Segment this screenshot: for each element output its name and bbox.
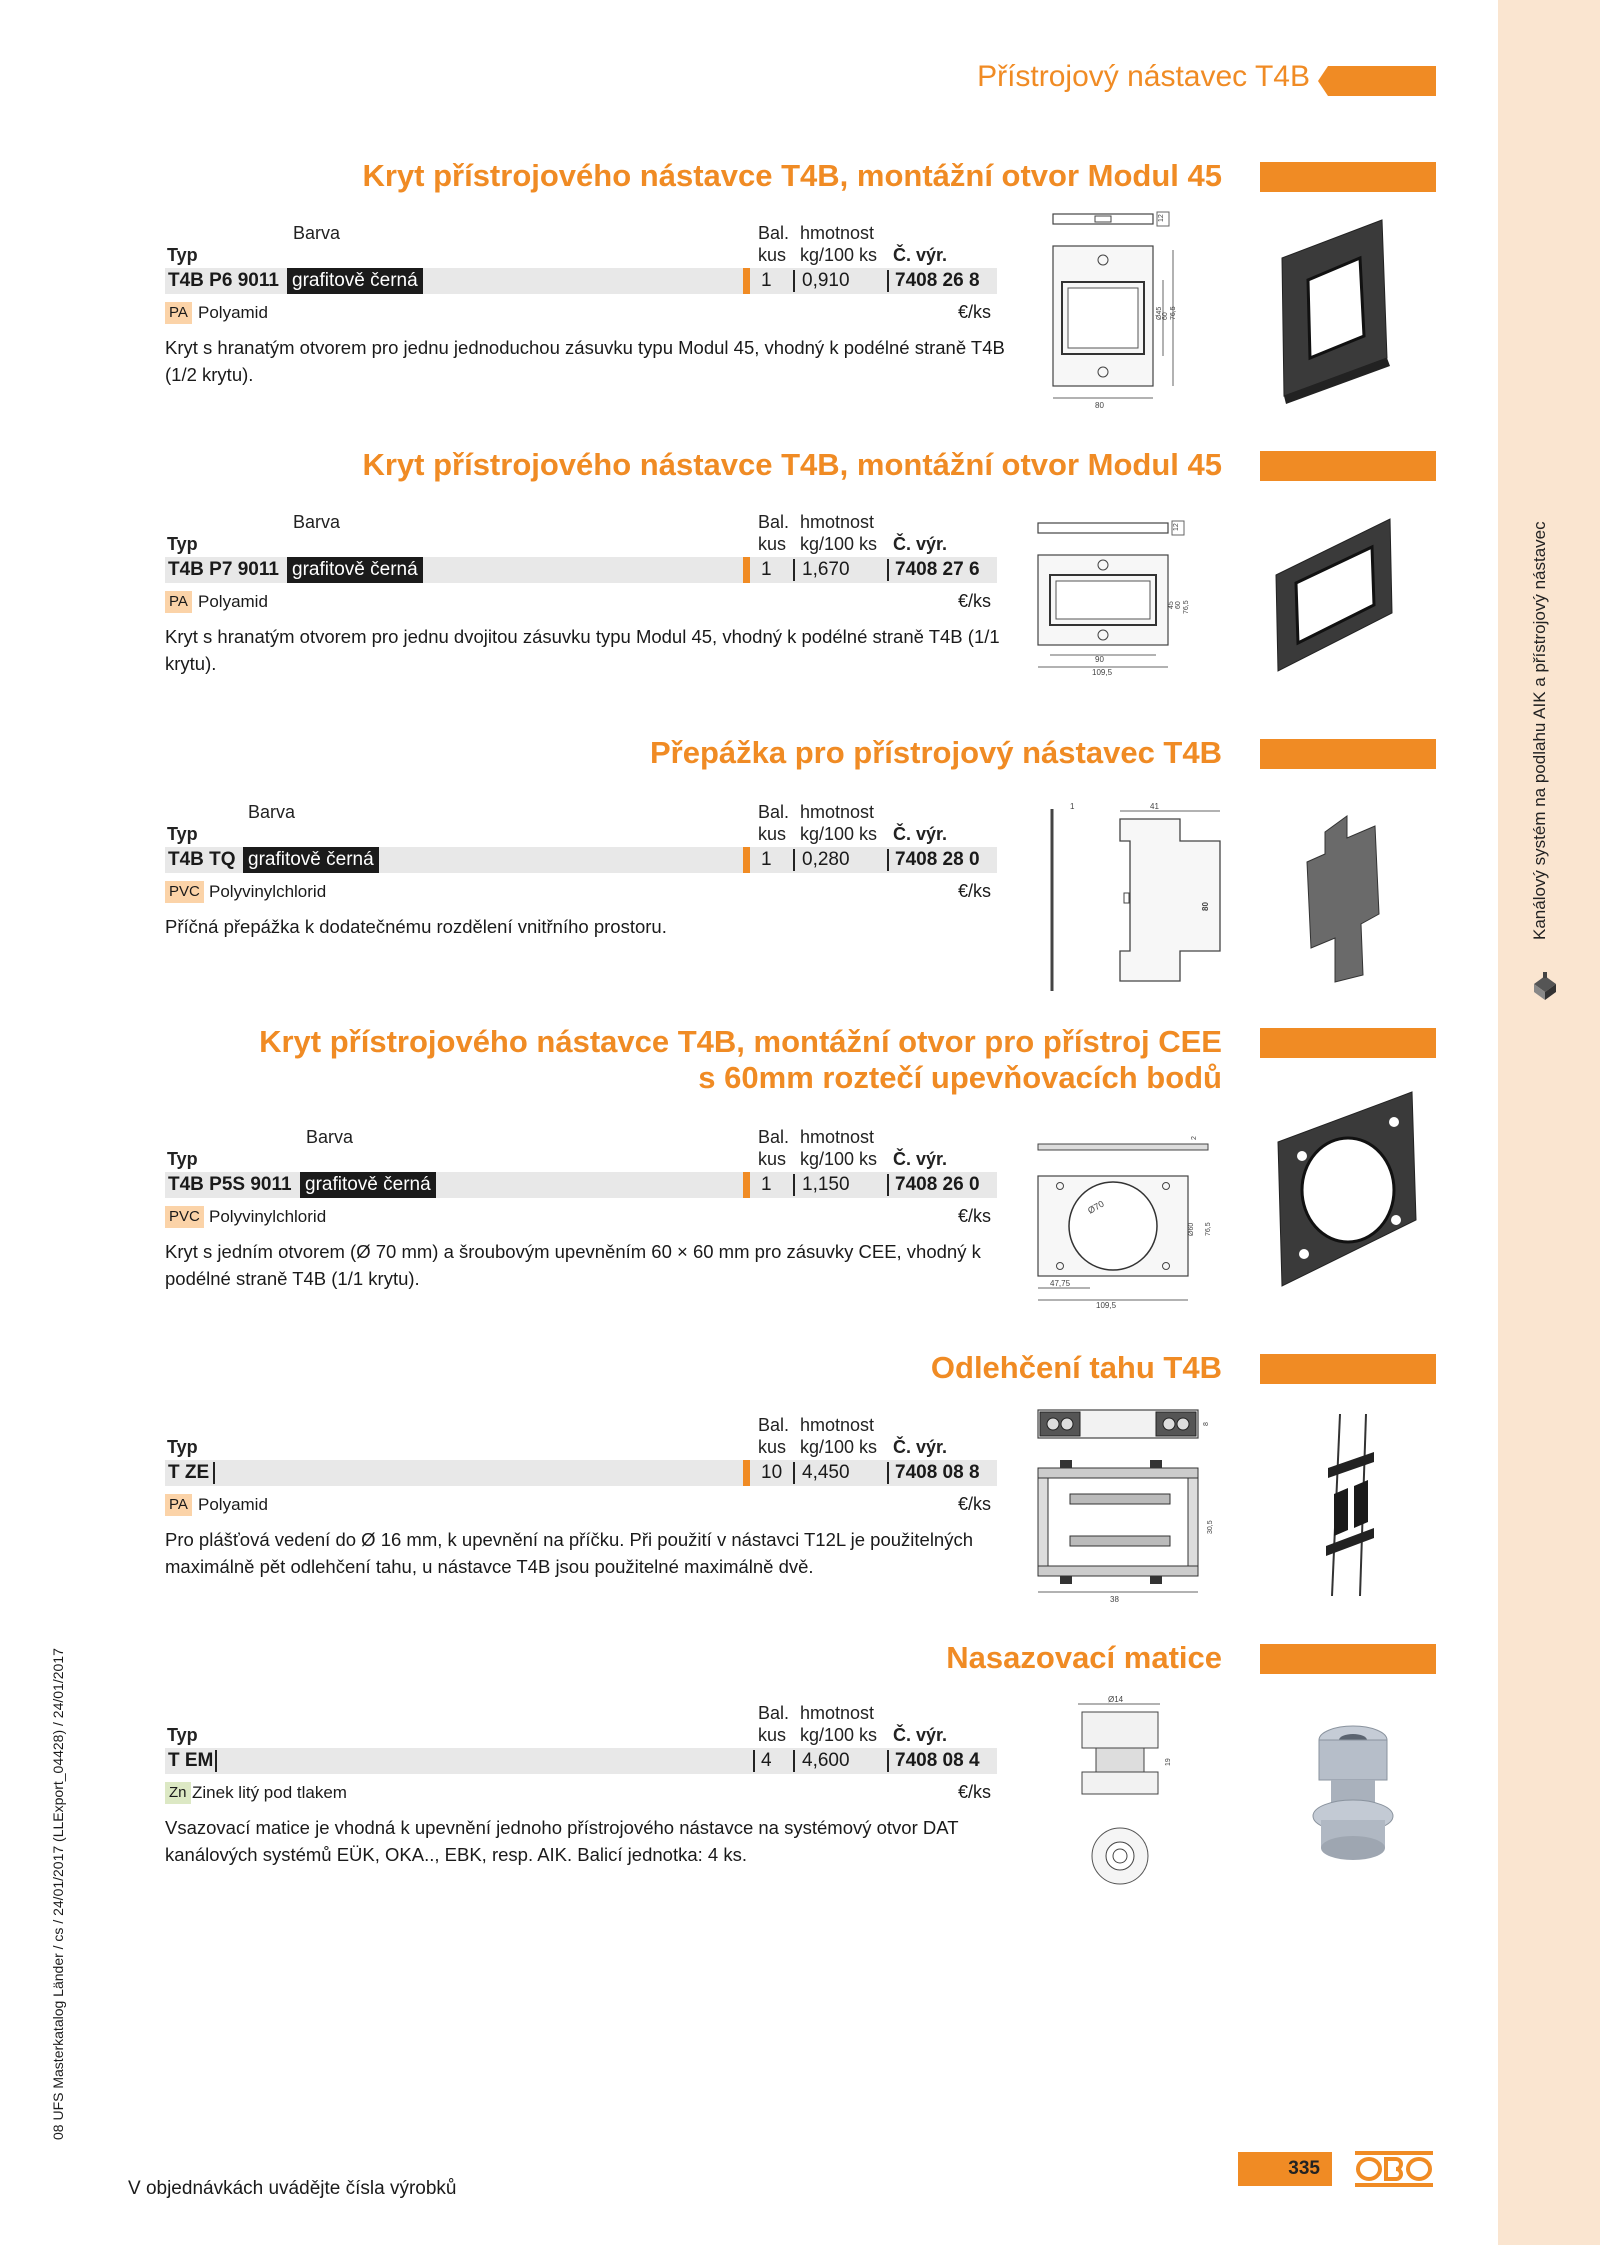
section-title-bar	[1260, 739, 1436, 769]
column-header-cvyr: Č. výr.	[893, 1149, 948, 1169]
column-header-cvyr: Č. výr.	[893, 1725, 948, 1745]
technical-drawing	[1030, 519, 1190, 679]
section-title-line-2: s 60mm roztečí upevňovacích bodů	[698, 1060, 1222, 1095]
column-header-typ: Typ	[167, 1725, 198, 1745]
product-type: T4B P7 9011	[168, 559, 279, 580]
product-photo	[1268, 517, 1398, 677]
page-header-title: Přístrojový nástavec T4B	[977, 60, 1310, 93]
material-badge: PA	[165, 591, 192, 613]
column-header-typ: Typ	[167, 534, 198, 554]
product-type: T4B P5S 9011	[168, 1174, 292, 1195]
column-header-barva: Barva	[293, 223, 341, 243]
row-marker	[743, 1460, 750, 1486]
price-unit: €/ks	[958, 1782, 992, 1802]
price-unit: €/ks	[958, 881, 992, 901]
separator	[213, 1462, 215, 1484]
product-section-4	[0, 1024, 1498, 1314]
product-color: grafitově černá	[287, 268, 423, 294]
column-header-cvyr: Č. výr.	[893, 824, 948, 844]
product-row	[165, 1172, 997, 1198]
svg-text:30,5: 30,5	[1207, 1520, 1214, 1534]
weight: 1,150	[802, 1174, 850, 1195]
svg-text:19: 19	[1165, 1758, 1172, 1766]
column-header-bal: Bal.	[758, 1703, 790, 1723]
product-type: T EM	[168, 1750, 214, 1771]
separator	[793, 559, 795, 581]
row-marker	[743, 268, 750, 294]
separator	[215, 1750, 217, 1772]
obo-logo	[1354, 2150, 1434, 2188]
section-title-line-1: Kryt přístrojového nástavce T4B, montážní otvor pro přístroj CEE	[259, 1024, 1222, 1059]
product-color: grafitově černá	[300, 1172, 436, 1198]
separator	[887, 849, 889, 871]
product-type: T4B TQ	[168, 849, 236, 870]
pack-qty: 1	[761, 1174, 772, 1195]
row-marker	[743, 557, 750, 583]
svg-text:45: 45	[1168, 601, 1175, 609]
svg-text:2: 2	[1191, 1136, 1198, 1140]
product-color: grafitově černá	[287, 557, 423, 583]
product-photo	[1303, 1720, 1403, 1870]
material-badge: PA	[165, 302, 192, 324]
material-badge: Zn	[165, 1782, 191, 1804]
svg-text:109,5: 109,5	[1096, 1301, 1117, 1310]
svg-text:109,5: 109,5	[1092, 668, 1113, 677]
column-header-hmotnost: hmotnost	[800, 1127, 875, 1147]
svg-text:60: 60	[1162, 312, 1169, 320]
product-description: Pro plášťová vedení do Ø 16 mm, k upevnění na příčku. Při použití v nástavci T12L je použitelných maximálně pět odlehčení tahu, u nástavce T4B jsou použitelné maximálně dvě.	[165, 1529, 974, 1577]
product-photo	[1272, 1090, 1417, 1290]
article-number: 7408 26 0	[895, 1174, 980, 1195]
svg-text:80: 80	[1095, 401, 1104, 410]
material-name: Polyamid	[198, 1495, 268, 1514]
product-photo	[1272, 218, 1397, 398]
section-title	[259, 1024, 1222, 1096]
article-number: 7408 28 0	[895, 849, 980, 870]
svg-text:41: 41	[1150, 802, 1159, 811]
product-section-5	[0, 1350, 1498, 1630]
product-type: T ZE	[168, 1462, 210, 1483]
column-header-kus: kus	[758, 1437, 787, 1457]
column-header-hmotnost: hmotnost	[800, 223, 875, 243]
section-title-bar	[1260, 1354, 1436, 1384]
page-number: 335	[1238, 2152, 1332, 2186]
separator	[887, 1174, 889, 1196]
svg-text:47,75: 47,75	[1050, 1279, 1071, 1288]
pack-qty: 10	[761, 1462, 783, 1483]
row-marker	[743, 1172, 750, 1198]
technical-drawing	[1070, 1696, 1180, 1906]
column-header-hmotnost: hmotnost	[800, 512, 875, 532]
product-description: Vsazovací matice je vhodná k upevnění jednoho přístrojového nástavce na systémový otvor DAT kanálových systémů EÜK, OKA.., EBK, resp. AIK. Balicí jednotka: 4 ks.	[165, 1817, 959, 1865]
pack-qty: 1	[761, 849, 772, 870]
section-title-bar	[1260, 162, 1436, 192]
separator	[793, 1462, 795, 1484]
column-header-bal: Bal.	[758, 802, 790, 822]
separator	[793, 849, 795, 871]
material-name: Polyvinylchlorid	[209, 1207, 327, 1226]
column-header-barva: Barva	[293, 512, 341, 532]
column-header-kus: kus	[758, 824, 787, 844]
separator	[887, 1462, 889, 1484]
column-header-bal: Bal.	[758, 1415, 790, 1435]
product-color: grafitově černá	[243, 847, 379, 873]
material-name: Zinek litý pod tlakem	[192, 1783, 347, 1802]
svg-text:90: 90	[1095, 655, 1104, 664]
svg-text:1: 1	[1070, 802, 1075, 811]
column-header-kg: kg/100 ks	[800, 824, 878, 844]
product-type: T4B P6 9011	[168, 270, 279, 291]
column-header-kg: kg/100 ks	[800, 1149, 878, 1169]
technical-drawing	[1030, 1124, 1220, 1309]
price-unit: €/ks	[958, 1206, 992, 1226]
product-photo	[1305, 810, 1385, 985]
svg-text:60: 60	[1175, 601, 1182, 609]
product-row	[165, 557, 997, 583]
footer-note: V objednávkách uvádějte čísla výrobků	[128, 2178, 457, 2199]
section-title: Kryt přístrojového nástavce T4B, montážní otvor Modul 45	[362, 158, 1222, 193]
product-description: Kryt s jedním otvorem (Ø 70 mm) a šroubovým upevněním 60 × 60 mm pro zásuvky CEE, vhodný k podélné straně T4B (1/1 krytu).	[165, 1241, 981, 1289]
technical-drawing	[1035, 210, 1175, 410]
column-header-kg: kg/100 ks	[800, 245, 878, 265]
column-header-typ: Typ	[167, 245, 198, 265]
svg-text:Ø70: Ø70	[1086, 1198, 1106, 1216]
svg-text:76,5: 76,5	[1170, 306, 1177, 320]
weight: 1,670	[802, 559, 850, 580]
price-unit: €/ks	[958, 591, 992, 611]
svg-text:Ø45: Ø45	[1156, 306, 1163, 320]
article-number: 7408 08 8	[895, 1462, 980, 1483]
pack-qty: 1	[761, 270, 772, 291]
column-header-kg: kg/100 ks	[800, 1437, 878, 1457]
svg-text:Ø60: Ø60	[1188, 1222, 1195, 1236]
price-unit: €/ks	[958, 302, 992, 322]
product-row	[165, 1460, 997, 1486]
section-title-bar	[1260, 1644, 1436, 1674]
material-name: Polyamid	[198, 592, 268, 611]
weight: 0,280	[802, 849, 850, 870]
svg-text:38: 38	[1110, 1595, 1119, 1604]
material-badge: PVC	[165, 1206, 204, 1228]
column-header-cvyr: Č. výr.	[893, 245, 948, 265]
column-header-bal: Bal.	[758, 512, 790, 532]
technical-drawing	[1040, 801, 1230, 1001]
svg-text:Ø14: Ø14	[1108, 1695, 1124, 1704]
section-title-bar	[1260, 451, 1436, 481]
material-badge: PVC	[165, 881, 204, 903]
article-number: 7408 08 4	[895, 1750, 980, 1771]
svg-text:8: 8	[1203, 1422, 1210, 1426]
row-marker	[743, 847, 750, 873]
product-description: Příčná přepážka k dodatečnému rozdělení vnitřního prostoru.	[165, 916, 667, 937]
separator	[887, 270, 889, 292]
column-header-hmotnost: hmotnost	[800, 1703, 875, 1723]
channel-system-icon	[1531, 970, 1559, 1004]
technical-drawing	[1030, 1404, 1220, 1604]
svg-text:76,5: 76,5	[1183, 600, 1190, 614]
side-strip	[1498, 0, 1600, 2245]
article-number: 7408 27 6	[895, 559, 980, 580]
product-photo	[1320, 1410, 1380, 1600]
separator	[793, 1174, 795, 1196]
product-row	[165, 1748, 997, 1774]
separator	[753, 1750, 755, 1772]
product-description: Kryt s hranatým otvorem pro jednu jednoduchou zásuvku typu Modul 45, vhodný k podélné straně T4B (1/2 krytu).	[165, 337, 1005, 385]
column-header-barva: Barva	[248, 802, 296, 822]
separator	[793, 1750, 795, 1772]
column-header-kg: kg/100 ks	[800, 1725, 878, 1745]
product-section-6	[0, 1640, 1498, 1900]
column-header-typ: Typ	[167, 1437, 198, 1457]
column-header-hmotnost: hmotnost	[800, 802, 875, 822]
svg-text:12: 12	[1173, 523, 1180, 531]
svg-text:12: 12	[1158, 214, 1165, 222]
header-tab-marker	[1318, 66, 1436, 96]
article-number: 7408 26 8	[895, 270, 980, 291]
product-section-2	[0, 447, 1498, 717]
svg-text:80: 80	[1201, 902, 1210, 911]
column-header-typ: Typ	[167, 824, 198, 844]
column-header-kus: kus	[758, 1725, 787, 1745]
weight: 4,600	[802, 1750, 850, 1771]
separator	[793, 270, 795, 292]
section-title: Nasazovací matice	[946, 1640, 1222, 1675]
column-header-bal: Bal.	[758, 1127, 790, 1147]
weight: 0,910	[802, 270, 850, 291]
section-title: Kryt přístrojového nástavce T4B, montážní otvor Modul 45	[362, 447, 1222, 482]
weight: 4,450	[802, 1462, 850, 1483]
material-name: Polyamid	[198, 303, 268, 322]
product-section-3	[0, 735, 1498, 995]
column-header-hmotnost: hmotnost	[800, 1415, 875, 1435]
material-badge: PA	[165, 1494, 192, 1516]
column-header-bal: Bal.	[758, 223, 790, 243]
section-title: Přepážka pro přístrojový nástavec T4B	[649, 735, 1222, 770]
price-unit: €/ks	[958, 1494, 992, 1514]
pack-qty: 4	[761, 1750, 772, 1771]
column-header-kg: kg/100 ks	[800, 534, 878, 554]
column-header-kus: kus	[758, 534, 787, 554]
section-title-bar	[1260, 1028, 1436, 1058]
column-header-kus: kus	[758, 1149, 787, 1169]
column-header-typ: Typ	[167, 1149, 198, 1169]
material-name: Polyvinylchlorid	[209, 882, 327, 901]
column-header-cvyr: Č. výr.	[893, 534, 948, 554]
product-description: Kryt s hranatým otvorem pro jednu dvojitou zásuvku typu Modul 45, vhodný k podélné straně T4B (1/1 krytu).	[165, 626, 1000, 674]
pack-qty: 1	[761, 559, 772, 580]
column-header-kus: kus	[758, 245, 787, 265]
separator	[887, 1750, 889, 1772]
column-header-barva: Barva	[306, 1127, 354, 1147]
product-row	[165, 268, 997, 294]
product-row	[165, 847, 997, 873]
product-section-1	[0, 158, 1498, 428]
svg-text:76,5: 76,5	[1205, 1222, 1212, 1236]
section-title: Odlehčení tahu T4B	[930, 1350, 1222, 1385]
separator	[887, 559, 889, 581]
column-header-cvyr: Č. výr.	[893, 1437, 948, 1457]
